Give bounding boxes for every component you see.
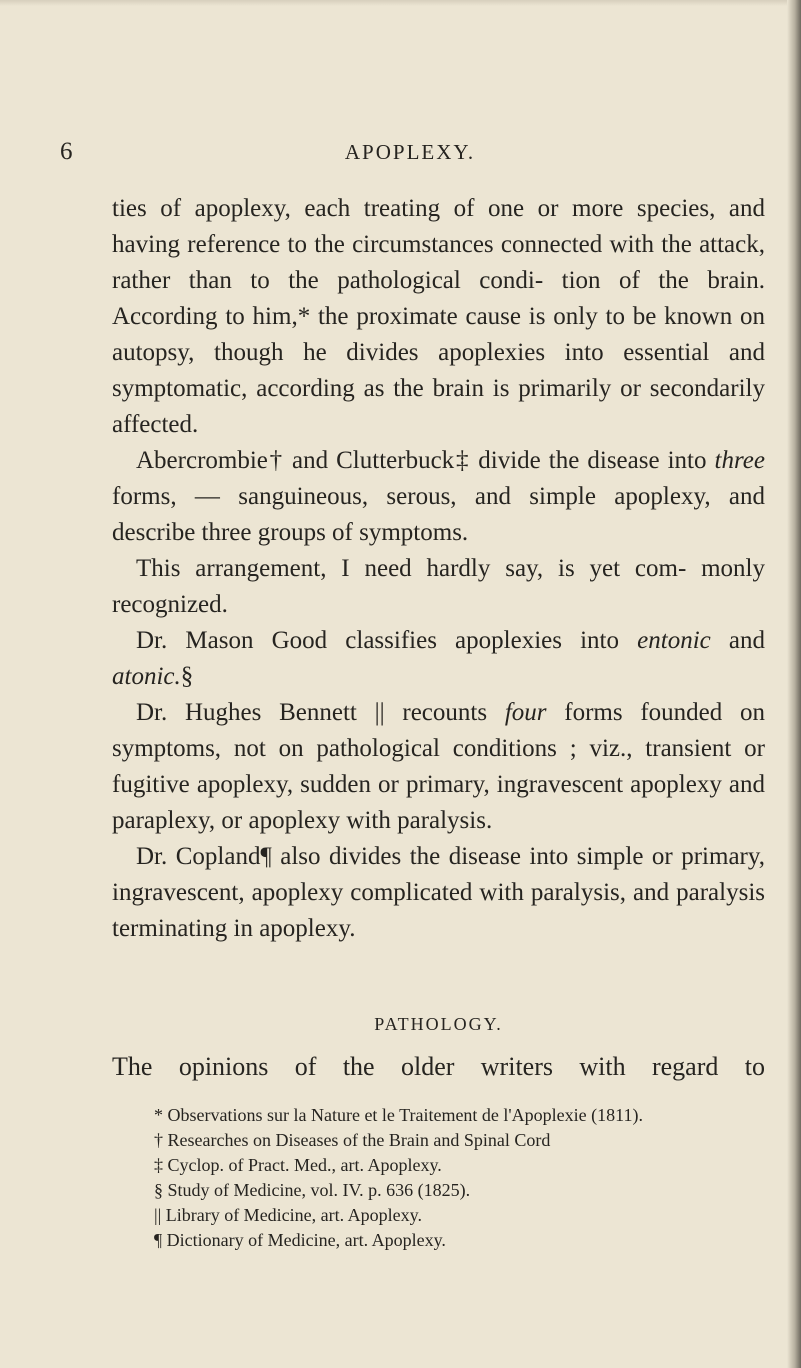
paragraph-4-italic-2: atonic. xyxy=(112,663,181,690)
paragraph-1: ties of apoplexy, each treating of one or more species, and having reference to the circumstances connected with the attack, rather than to the pathological condi- tion of the brain. According to him,* the proximate cause is only to be known on autopsy, though he divides apoplexies into essential and symptomatic, according as the brain is primarily or secondarily affected. xyxy=(112,195,765,438)
footnote xyxy=(114,1203,766,1228)
paragraph-3: This arrangement, I need hardly say, is yet com- monly recognized. xyxy=(112,555,765,618)
paragraph-4-italic-1: entonic xyxy=(637,627,711,654)
paragraph-4 xyxy=(112,623,765,695)
paragraph-4-middle: and xyxy=(710,627,765,654)
section-heading: PATHOLOGY. xyxy=(374,1014,503,1034)
footnote-mark: ¶ xyxy=(154,1230,163,1250)
paragraph-5-italic: four xyxy=(504,699,547,726)
paragraph-5-after: forms founded on symptoms, not on pathological conditions ; viz., transient or fugitive apoplexy, sudden or primary, ingravescent apoplexy and paraplexy, or apoplexy with paralysis. xyxy=(112,699,766,834)
footnote-mark: ‡ xyxy=(154,1155,163,1175)
footnote-text: Observations sur la Nature et le Traitement de l'Apoplexie (1811). xyxy=(167,1105,643,1125)
paragraph-5 xyxy=(112,695,765,839)
footnote xyxy=(114,1103,766,1128)
footnote-text: Researches on Diseases of the Brain and Spinal Cord xyxy=(167,1130,551,1150)
paragraph-4-after: § xyxy=(180,663,194,690)
paragraph-5-before: Dr. Hughes Bennett || recounts xyxy=(136,699,505,726)
page-header xyxy=(60,138,760,172)
section-opening-line: The opinions of the older writers with regard to xyxy=(112,1052,765,1081)
footnote-mark: § xyxy=(154,1180,163,1200)
footnote xyxy=(114,1228,766,1253)
page-binding-shadow xyxy=(787,0,801,1368)
footnote-mark: * xyxy=(154,1105,163,1125)
footnote xyxy=(114,1128,766,1153)
page-top-edge xyxy=(0,0,801,6)
footnotes xyxy=(114,1103,766,1253)
body-text xyxy=(112,191,765,947)
footnote-text: Cyclop. of Pract. Med., art. Apoplexy. xyxy=(167,1155,442,1175)
paragraph-6: Dr. Copland¶ also divides the disease into simple or primary, ingravescent, apoplexy complicated with paralysis, and paralysis terminating in apoplexy. xyxy=(112,843,765,942)
paragraph-2-before: Abercrombie† and Clutterbuck‡ divide the disease into xyxy=(136,447,715,474)
page-number: 6 xyxy=(60,138,73,165)
paragraph-2-after: forms, — sanguineous, serous, and simple apoplexy, and describe three groups of symptoms. xyxy=(112,483,765,546)
footnote-mark: † xyxy=(154,1130,163,1150)
footnote-mark: || xyxy=(154,1205,162,1225)
paragraph-4-before: Dr. Mason Good classifies apoplexies into xyxy=(136,627,638,654)
footnote-text: Library of Medicine, art. Apoplexy. xyxy=(165,1205,422,1225)
footnote xyxy=(114,1153,766,1178)
footnote-text: Study of Medicine, vol. IV. p. 636 (1825). xyxy=(167,1180,471,1200)
footnote xyxy=(114,1178,766,1203)
footnote-text: Dictionary of Medicine, art. Apoplexy. xyxy=(166,1230,446,1250)
running-title: APOPLEXY. xyxy=(344,140,476,164)
paragraph-2 xyxy=(112,443,765,551)
paragraph-2-italic: three xyxy=(714,447,765,474)
